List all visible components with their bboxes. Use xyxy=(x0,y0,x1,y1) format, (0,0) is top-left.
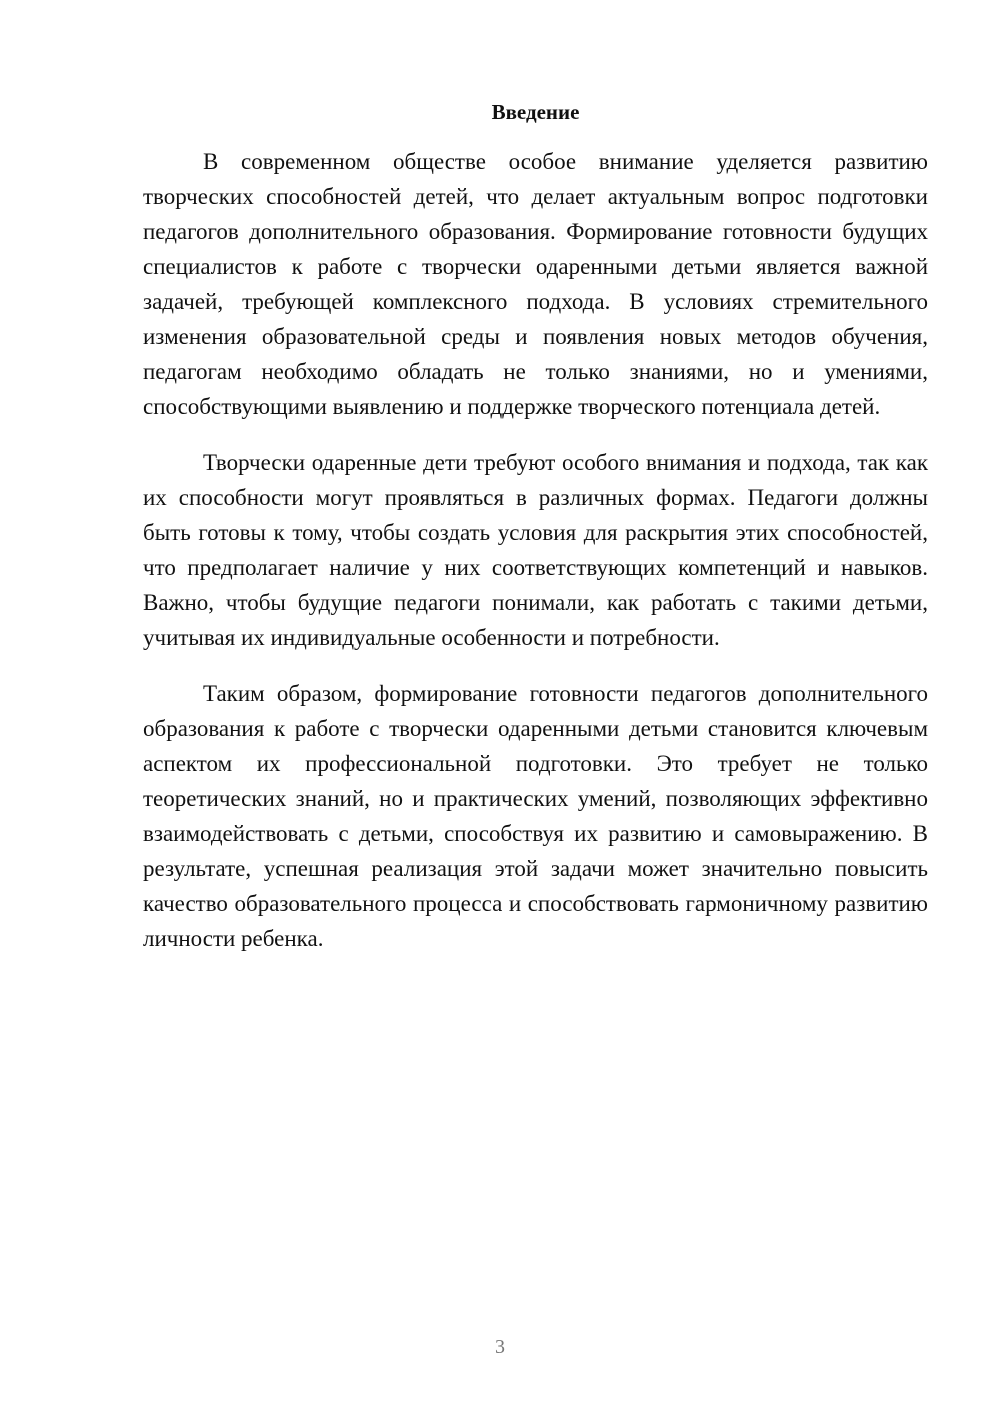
page-number: 3 xyxy=(495,1336,505,1358)
paragraph-2: Творчески одаренные дети требуют особого внимания и подхода, так как их способности могут проявляться в различных формах. Педагоги должны быть готовы к тому, чтобы создать условия для раскрытия этих способностей, что предполагает наличие у них соответствующих компетенций и навыков. Важно, чтобы будущие педагоги понимали, как работать с такими детьми, учитывая их индивидуальные особенности и потребности. xyxy=(143,450,928,650)
paragraph-3: Таким образом, формирование готовности педагогов дополнительного образования к работе с творчески одаренными детьми становится ключевым аспектом их профессиональной подготовки. Это требует не только теоретических знаний, но и практических умений, позволяющих эффективно взаимодействовать с детьми, способствуя их развитию и самовыражению. В результате, успешная реализация этой задачи может значительно повысить качество образовательного процесса и способствовать гармоничному развитию личности ребенка. xyxy=(143,681,928,951)
body-text xyxy=(143,144,928,977)
section-heading: Введение xyxy=(491,100,580,124)
paragraph-1: В современном обществе особое внимание уделяется развитию творческих способностей детей, что делает актуальным вопрос подготовки педагогов дополнительного образования. Формирование готовности будущих специалистов к работе с творчески одаренными детьми является важной задачей, требующей комплексного подхода. В условиях стремительного изменения образовательной среды и появления новых методов обучения, педагогам необходимо обладать не только знаниями, но и умениями, способствующими выявлению и поддержке творческого потенциала детей. xyxy=(143,149,928,419)
